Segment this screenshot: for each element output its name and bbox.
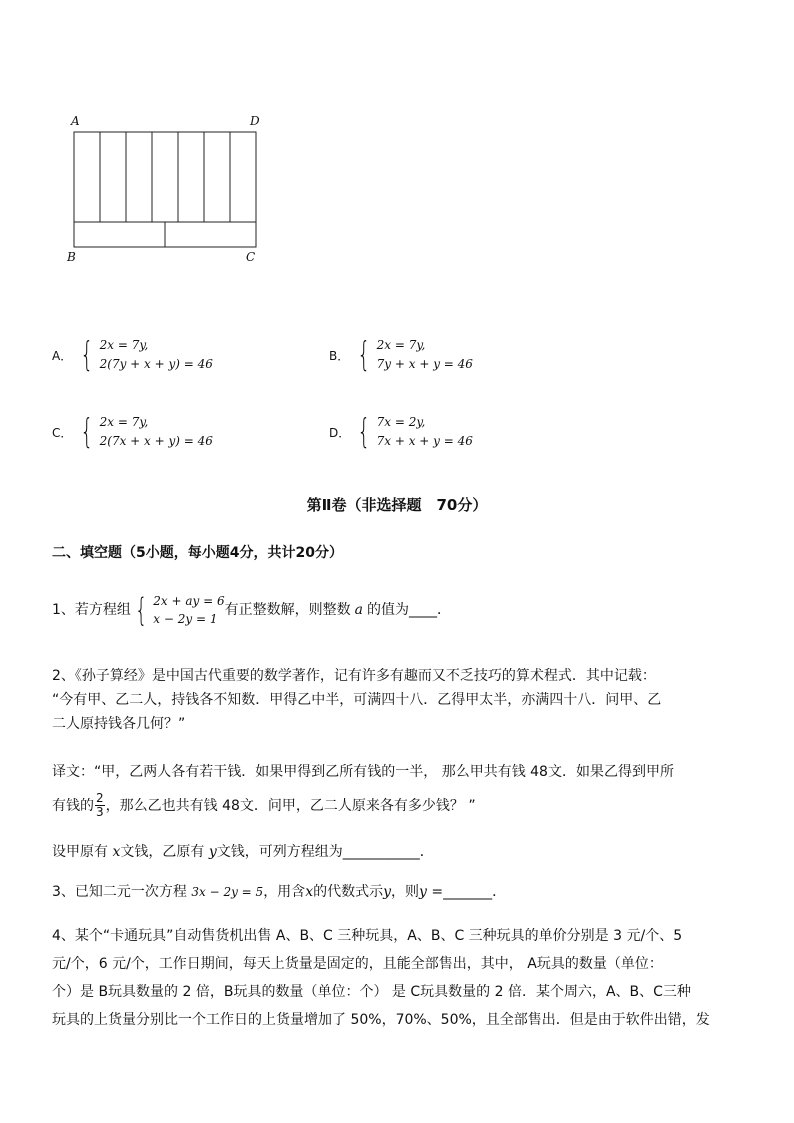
option-eq1: 2x = 7y, <box>99 338 149 352</box>
q2-setup-c: 文钱，可列方程组为___________． <box>216 844 434 860</box>
q2-setup-b: 文钱，乙原有 <box>120 844 209 860</box>
label-d: D <box>250 114 260 128</box>
q2-translation1: 译文：“甲，乙两人各有若干钱．如果甲得到乙所有钱的一半， 那么甲共有钱 48文．如果乙得到甲所 <box>52 764 674 780</box>
q1-eq2: x − 2y = 1 <box>153 612 218 626</box>
q2-translation2-end: ，那么乙也共有钱 48文．问甲，乙二人原来各有多少钱？ ” <box>105 797 476 814</box>
q3-var-y: y <box>383 884 392 900</box>
q3-d: ，则 <box>391 884 420 900</box>
brace-icon: { <box>134 591 148 629</box>
label-b: B <box>67 250 76 264</box>
option-eq1: 2x = 7y, <box>376 338 426 352</box>
option-letter: A． <box>52 348 73 363</box>
option-a[interactable] <box>52 336 213 374</box>
option-c[interactable] <box>52 413 213 451</box>
q3-e: =_______． <box>426 884 507 900</box>
q3-equation: 3x − 2y = 5 <box>191 885 264 899</box>
question-1 <box>52 592 451 628</box>
q2-line1: 2、《孙子算经》是中国古代重要的数学著作，记有许多有趣而又不乏技巧的算术程式．其中记载： <box>52 668 656 684</box>
q1-prefix: 1、若方程组 <box>52 602 131 618</box>
q1-suffix-a: 有正整数解，则整数 <box>224 602 351 618</box>
q3-a: 3、已知二元一次方程 <box>52 884 192 900</box>
q4-line3: 个）是 B玩具数量的 2 倍，B玩具的数量（单位：个） 是 C玩具数量的 2 倍．某个周六，A、B、C三种 <box>52 984 691 1000</box>
label-a: A <box>71 114 80 128</box>
option-eq2: 2(7y + x + y) = 46 <box>99 357 213 371</box>
label-c: C <box>246 250 256 264</box>
q3-b: ，用含 <box>263 884 306 900</box>
option-letter: C． <box>52 425 73 440</box>
option-b[interactable] <box>329 336 473 374</box>
q2-var-y: y <box>208 844 217 860</box>
option-eq2: 7y + x + y = 46 <box>376 357 473 371</box>
option-letter: B． <box>329 348 350 363</box>
q4-line1: 4、某个“卡通玩具”自动售货机出售 A、B、C 三种玩具，A、B、C 三种玩具的单价分别是 3 元/个、5 <box>52 928 683 944</box>
q2-line2: “今有甲、乙二人，持钱各不知数．甲得乙中半，可满四十八．乙得甲太半，亦满四十八．问甲、乙 <box>52 692 662 708</box>
q2-line3: 二人原持钱各几何？” <box>52 716 186 732</box>
q1-suffix-b: 的值为____． <box>366 602 451 618</box>
brace-icon: { <box>357 412 371 452</box>
q2-setup-a: 设甲原有 <box>52 844 113 860</box>
q4-line2: 元/个，6 元/个，工作日期间，每天上货量是固定的，且能全部售出，其中， A玩具的数量（单位： <box>52 956 663 972</box>
q1-var: a <box>354 602 363 618</box>
option-d[interactable] <box>329 413 473 451</box>
option-eq1: 2x = 7y, <box>99 415 149 429</box>
part2-title: 第Ⅱ卷（非选择题 70分） <box>306 496 488 514</box>
fraction-two-thirds <box>95 792 105 819</box>
option-eq2: 7x + x + y = 46 <box>376 434 473 448</box>
brace-icon: { <box>80 412 94 452</box>
question-3 <box>52 882 506 902</box>
q3-var-y2: y <box>419 884 427 900</box>
q3-var-x: x <box>305 884 314 900</box>
option-eq2: 2(7x + x + y) = 46 <box>99 434 213 448</box>
option-eq1: 7x = 2y, <box>376 415 426 429</box>
section2-title: 二、填空题（5小题，每小题4分，共计20分） <box>52 545 343 561</box>
brace-icon: { <box>80 335 94 375</box>
q4-line4: 玩具的上货量分别比一个工作日的上货量增加了 50%，70%、50%，且全部售出．但是由于软件出错，发 <box>52 1012 710 1028</box>
option-letter: D． <box>329 425 351 440</box>
q2-translation2-start: 有钱的 <box>52 797 94 814</box>
fraction-denominator: 3 <box>96 805 104 819</box>
fraction-numerator: 2 <box>96 791 104 805</box>
q2-var-x: x <box>112 844 121 860</box>
q3-c: 的代数式示 <box>313 884 384 900</box>
q2-setup <box>52 842 434 862</box>
q1-eq1: 2x + ay = 6 <box>153 594 225 608</box>
q2-translation2 <box>52 792 476 819</box>
brace-icon: { <box>357 335 371 375</box>
rectangle-diagram <box>60 112 280 272</box>
rectangle-figure <box>60 112 280 272</box>
